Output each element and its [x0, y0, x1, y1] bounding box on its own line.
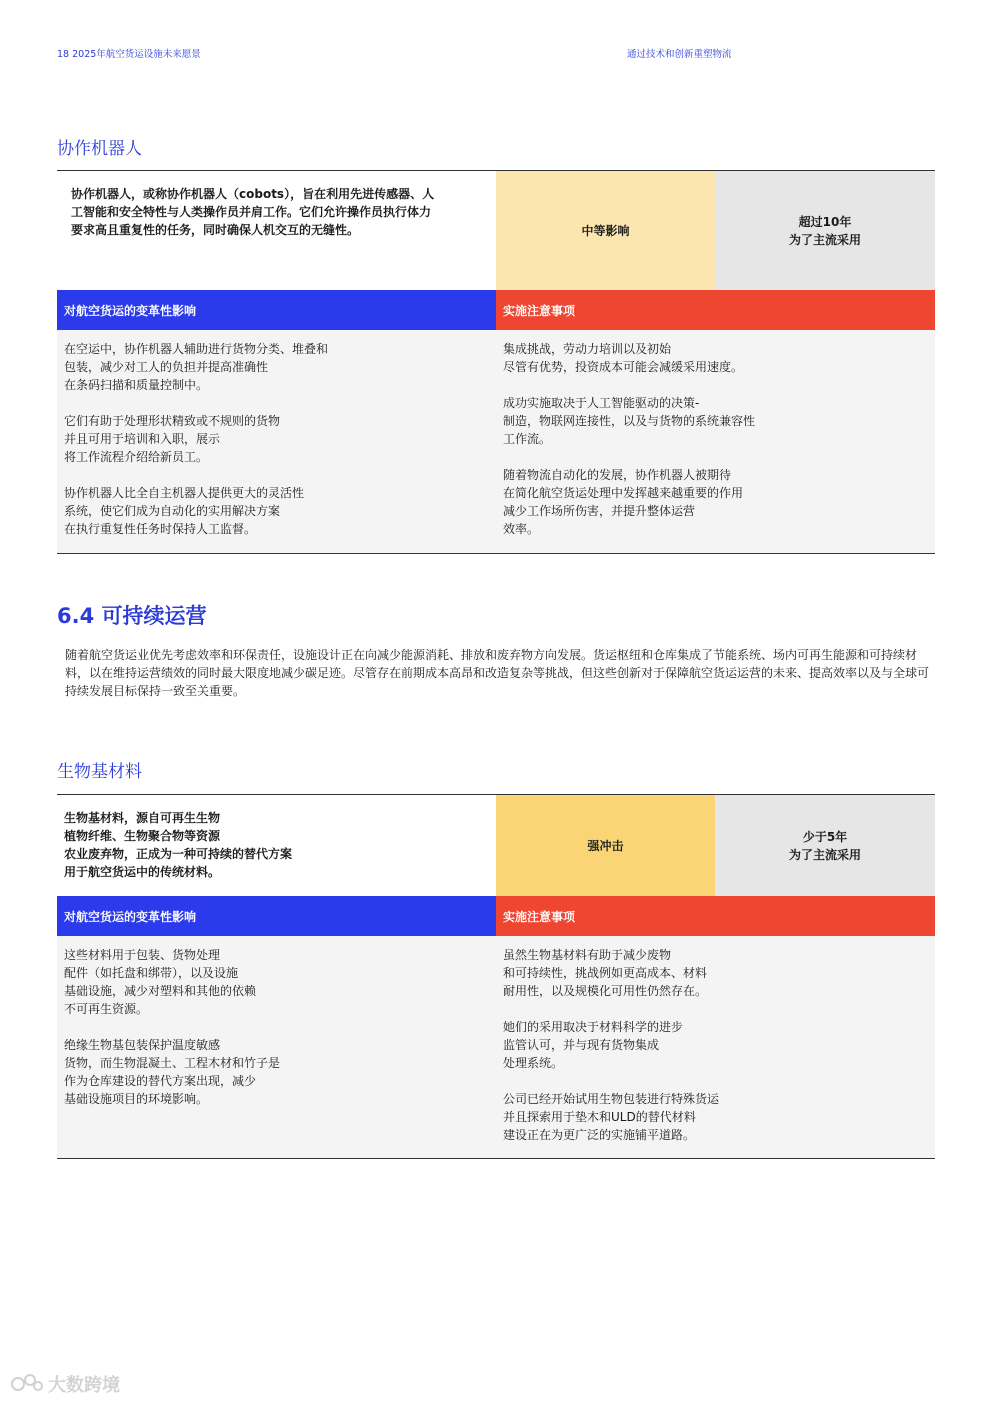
cobots-header-bar — [57, 290, 935, 330]
bio-intro-text: 生物基材料，源自可再生生物 植物纤维、生物聚合物等资源 农业废弃物，正成为一种可持续的替代方案 用于航空货运中的传统材料。 — [64, 811, 293, 879]
cobots-adoption-timeline: 超过10年 为了主流采用 — [715, 171, 935, 290]
cobots-consideration-paragraph: 集成挑战，劳动力培训以及初始 尽管有优势，投资成本可能会减缓采用速度。 — [503, 342, 744, 374]
bio-consideration-paragraph: 公司已经开始试用生物包装进行特殊货运 并且探索用于垫木和ULD的替代材料 建设正在为更广泛的实施铺平道路。 — [503, 1092, 720, 1142]
bio-considerations-header: 实施注意事项 — [496, 896, 935, 936]
cobots-impact-paragraph: 在空运中，协作机器人辅助进行货物分类、堆叠和 包装，减少对工人的负担并提高准确性 在条码扫描和质量控制中。 — [64, 342, 329, 392]
bio-impact-column — [57, 936, 496, 1158]
cobots-considerations-column — [496, 330, 935, 553]
cobots-impact-paragraph: 它们有助于处理形状精致或不规则的货物 并且可用于培训和入职，展示 将工作流程介绍给新员工。 — [64, 414, 281, 464]
bio-considerations-column — [496, 936, 935, 1158]
section-title-bio-materials: 生物基材料 — [57, 762, 142, 782]
cobots-impact-header: 对航空货运的变革性影响 — [57, 290, 496, 330]
watermark-logo — [10, 1371, 120, 1397]
bio-consideration-paragraph: 她们的采用取决于材料科学的进步 监管认可，并与现有货物集成 处理系统。 — [503, 1020, 684, 1070]
cobots-impact-column — [57, 330, 496, 553]
bio-impact-header: 对航空货运的变革性影响 — [57, 896, 496, 936]
cobots-detail-row — [57, 330, 935, 553]
cobots-table — [57, 170, 935, 555]
watermark-icon — [10, 1371, 44, 1397]
bio-materials-table — [57, 794, 935, 1161]
bio-impact-paragraph: 绝缘生物基包装保护温度敏感 货物，而生物混凝土、工程木材和竹子是 作为仓库建设的替代方案出现，减少 基础设施项目的环境影响。 — [64, 1038, 281, 1106]
watermark-text: 大数跨境 — [48, 1375, 120, 1396]
cobots-considerations-header: 实施注意事项 — [496, 290, 935, 330]
cobots-intro-row — [57, 171, 935, 290]
bio-impact-paragraph: 这些材料用于包装、货物处理 配件（如托盘和绑带），以及设施 基础设施，减少对塑料和其他的依赖 不可再生资源。 — [64, 948, 257, 1016]
cobots-consideration-paragraph: 随着物流自动化的发展，协作机器人被期待 在简化航空货运处理中发挥越来越重要的作用 减少工作场所伤害，并提升整体运营 效率。 — [503, 468, 744, 536]
bio-intro-row — [57, 795, 935, 896]
cobots-impact-badge: 中等影响 — [496, 171, 715, 290]
bio-adoption-timeline: 少于5年 为了主流采用 — [715, 795, 935, 896]
cobots-impact-paragraph: 协作机器人比全自主机器人提供更大的灵活性 系统，使它们成为自动化的实用解决方案 在执行重复性任务时保持人工监督。 — [64, 486, 305, 536]
bio-impact-badge: 强冲击 — [496, 795, 715, 896]
table-bottom-rule — [57, 553, 935, 554]
bio-detail-row — [57, 936, 935, 1158]
bio-consideration-paragraph: 虽然生物基材料有助于减少废物 和可持续性，挑战例如更高成本、材料 耐用性，以及规模化可用性仍然存在。 — [503, 948, 708, 998]
page-header-left: 18 2025年航空货运设施未来愿景 — [57, 49, 201, 60]
cobots-consideration-paragraph: 成功实施取决于人工智能驱动的决策- 制造，物联网连接性，以及与货物的系统兼容性 工作流。 — [503, 396, 756, 446]
section-title-cobots: 协作机器人 — [57, 139, 142, 159]
bio-header-bar — [57, 896, 935, 936]
sustainable-operations-body: 随着航空货运业优先考虑效率和环保责任，设施设计正在向减少能源消耗、排放和废弃物方向发展。货运枢纽和仓库集成了节能系统、场内可再生能源和可持续材料，以在维持运营绩效的同时最大限度地减少碳足迹。尽管存在前期成本高昂和改造复杂等挑战，但这些创新对于保障航空货运运营的未来、提高效率以及与全球可持续发展目标保持一致至关重要。 — [65, 648, 930, 698]
table-bottom-rule — [57, 1158, 935, 1159]
page-header-right: 通过技术和创新重塑物流 — [627, 49, 732, 60]
cobots-intro-text: 协作机器人，或称协作机器人（cobots），旨在利用先进传感器、人 工智能和安全特性与人类操作员并肩工作。它们允许操作员执行体力 要求高且重复性的任务，同时确保人机交互的无缝性。 — [71, 187, 435, 237]
section-title-sustainable-operations: 6.4 可持续运营 — [57, 604, 207, 628]
